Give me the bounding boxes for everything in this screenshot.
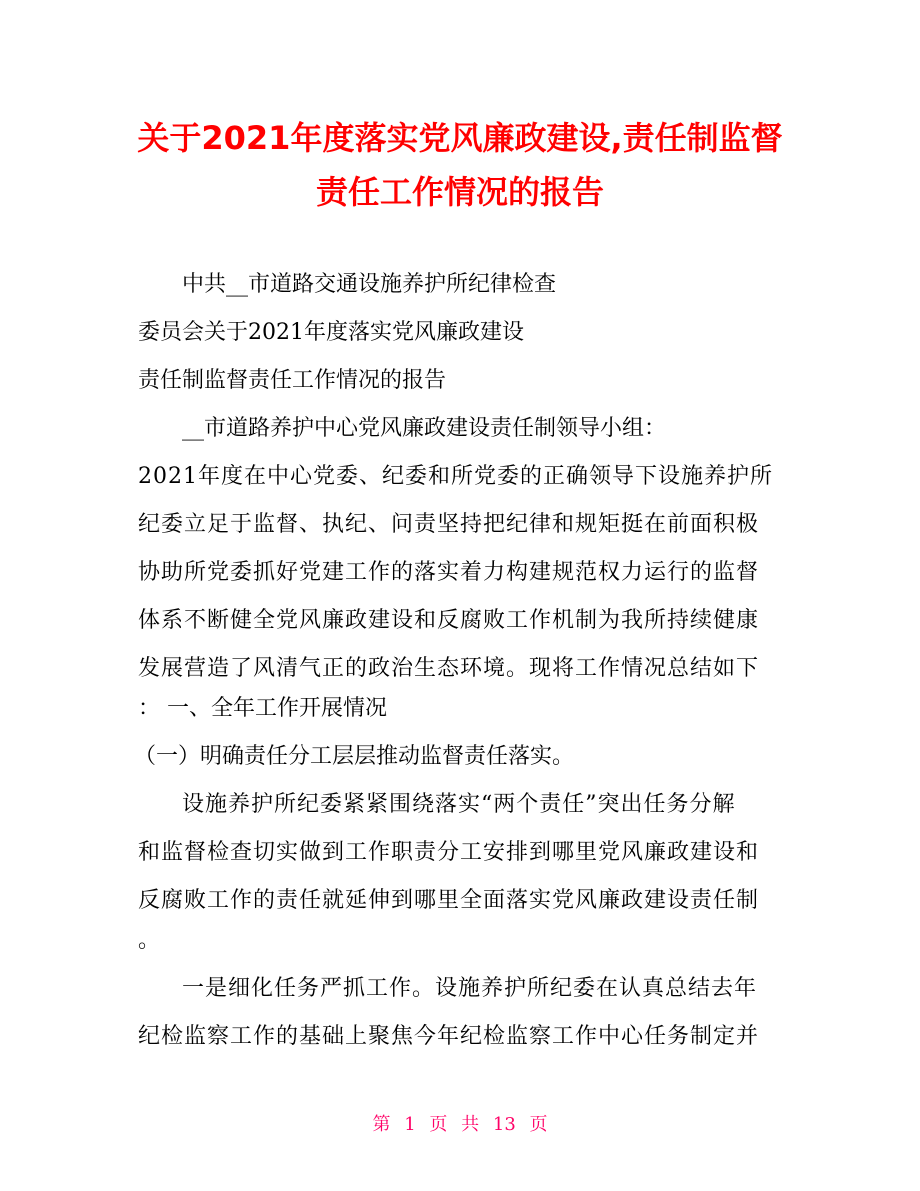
footer-text: 共	[461, 1114, 480, 1135]
body-line: 和监督检查切实做到工作职责分工安排到哪里党风廉政建设和	[138, 840, 760, 865]
body-line: 委员会关于2021年度落实党风廉政建设	[138, 320, 524, 345]
total-page-count: 13	[492, 1114, 516, 1135]
current-page-number: 1	[404, 1114, 416, 1135]
document-title-line-2: 责任工作情况的报告	[315, 173, 604, 211]
document-title-line-1: 关于2021年度落实党风廉政建设,责任制监督	[137, 119, 783, 157]
body-line: 反腐败工作的责任就延伸到哪里全面落实党风廉政建设责任制	[138, 888, 760, 913]
subsection-heading: （一）明确责任分工层层推动监督责任落实。	[134, 744, 575, 769]
body-line: 协助所党委抓好党建工作的落实着力构建规范权力运行的监督	[138, 560, 760, 585]
body-line: 责任制监督责任工作情况的报告	[138, 368, 447, 393]
body-line: 发展营造了风清气正的政治生态环境。现将工作情况总结如下	[138, 656, 760, 681]
body-line: 纪检监察工作的基础上聚焦今年纪检监察工作中心任务制定并	[138, 1024, 760, 1049]
body-line: 中共__市道路交通设施养护所纪律检查	[182, 272, 557, 297]
body-line: 设施养护所纪委紧紧围绕落实“两个责任”突出任务分解	[182, 792, 736, 817]
footer-text: 第	[372, 1114, 391, 1135]
footer-text: 页	[429, 1114, 448, 1135]
page-footer	[0, 1112, 920, 1138]
body-line: 一是细化任务严抓工作。设施养护所纪委在认真总结去年	[182, 976, 758, 1001]
footer-text: 页	[529, 1114, 548, 1135]
section-heading: ： 一、全年工作开展情况	[138, 696, 387, 721]
body-line: 纪委立足于监督、执纪、问责坚持把纪律和规矩挺在前面积极	[138, 512, 760, 537]
body-line: 。	[138, 928, 161, 953]
body-line: 2021年度在中心党委、纪委和所党委的正确领导下设施养护所	[138, 464, 773, 489]
body-line: 体系不断健全党风廉政建设和反腐败工作机制为我所持续健康	[138, 608, 760, 633]
body-line: __市道路养护中心党风廉政建设责任制领导小组：	[182, 416, 667, 441]
